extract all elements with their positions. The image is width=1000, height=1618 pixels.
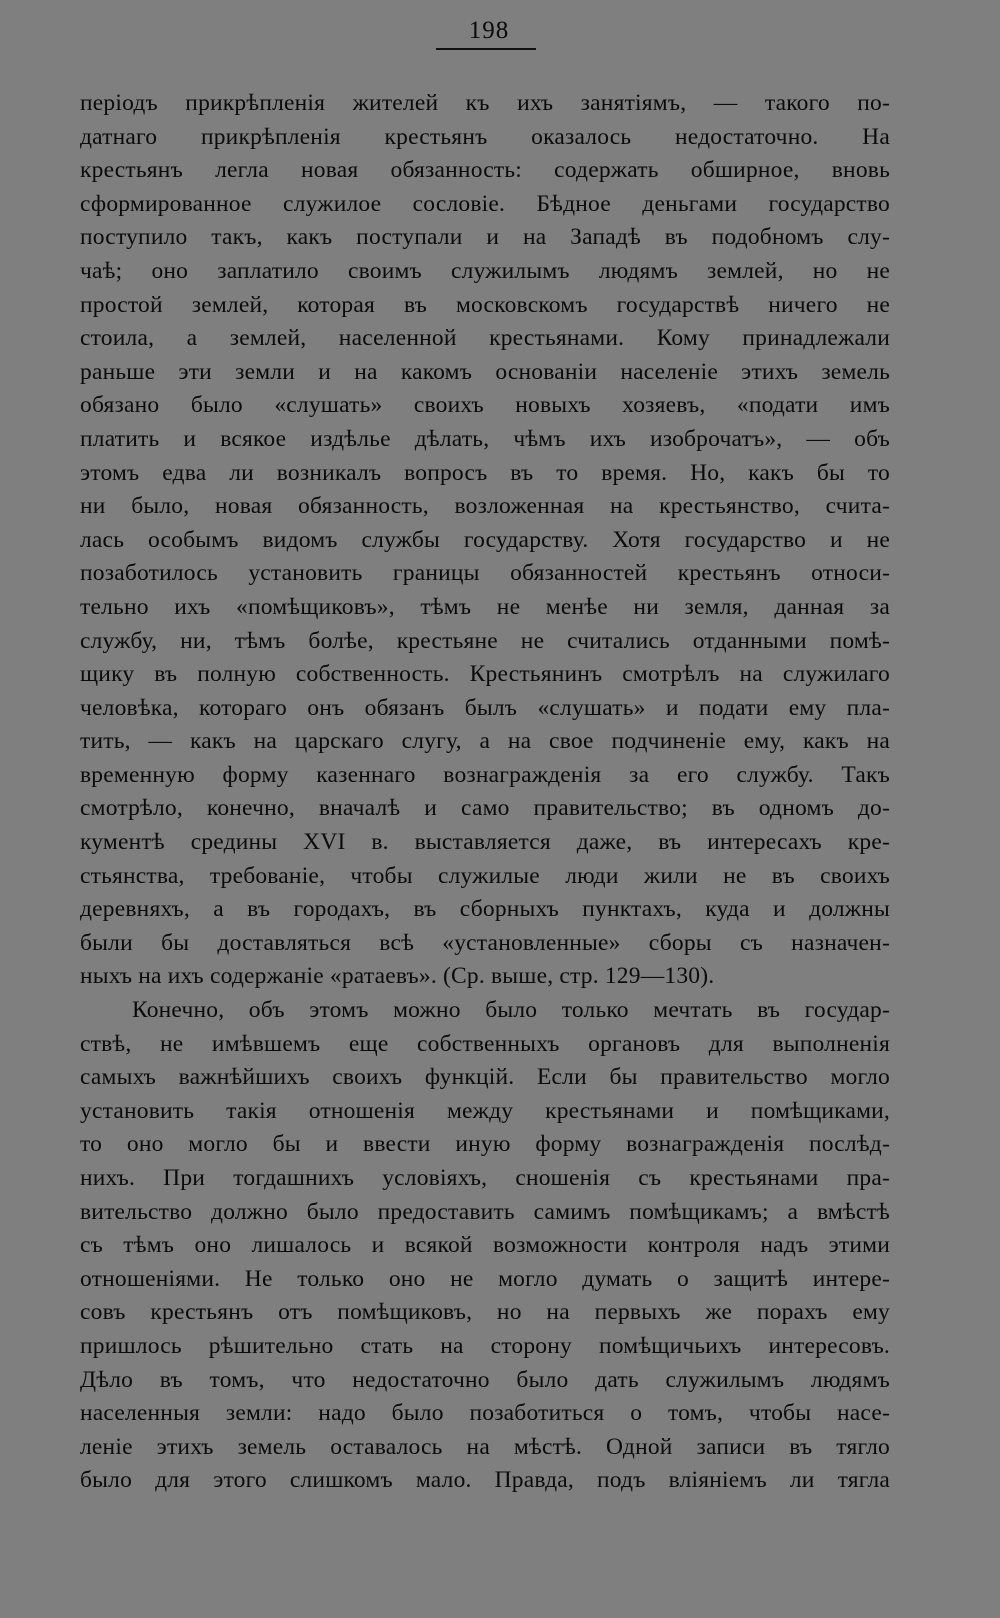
text-line: отношеніями. Не только оно не могло думать о защитѣ интере-: [80, 1265, 890, 1292]
text-line: тельно ихъ «помѣщиковъ», тѣмъ не менѣе ни земля, данная за: [80, 593, 890, 620]
text-line: съ тѣмъ оно лишалось и всякой возможности контроля надъ этими: [80, 1232, 890, 1259]
text-line: стьянства, требованіе, чтобы служилые люди жили не въ своихъ: [80, 862, 890, 889]
text-line: щику въ полную собственность. Крестьянинъ смотрѣлъ на служилаго: [80, 661, 890, 688]
text-line: ни было, новая обязанность, возложенная на крестьянство, счита-: [80, 493, 890, 520]
text-line: этомъ едва ли возникалъ вопросъ въ то время. Но, какъ бы то: [80, 459, 890, 486]
text-line: установить такія отношенія между крестьянами и помѣщиками,: [80, 1097, 890, 1124]
text-line: кументѣ средины XVI в. выставляется даже, въ интересахъ кре-: [80, 829, 890, 856]
text-line: смотрѣло, конечно, вначалѣ и само правительство; въ одномъ до-: [80, 795, 890, 822]
text-line: періодъ прикрѣпленія жителей къ ихъ занятіямъ, — такого по-: [80, 90, 890, 116]
text-line: временную форму казеннаго вознагражденія за его службу. Такъ: [80, 761, 890, 788]
text-line: поступило такъ, какъ поступали и на Западѣ въ подобномъ слу-: [80, 224, 890, 251]
text-line: было для этого слишкомъ мало. Правда, подъ вліяніемъ ли тягла: [80, 1467, 890, 1494]
text-line: простой землей, которая въ московскомъ государствѣ ничего не: [80, 291, 890, 318]
text-line: были бы доставляться всѣ «установленные» сборы съ назначен-: [80, 929, 890, 956]
text-line: тить, — какъ на царскаго слугу, а на свое подчиненіе ему, какъ на: [80, 728, 890, 755]
page-number-rule: [436, 48, 536, 50]
body-text: [80, 87, 890, 1498]
text-line: сформированное служилое сословіе. Бѣдное деньгами государство: [80, 190, 890, 217]
text-line: населенныя земли: надо было позаботиться о томъ, чтобы насе-: [80, 1400, 890, 1427]
text-line: стоила, а землей, населенной крестьянами. Кому принадлежали: [80, 325, 890, 352]
text-line: Дѣло въ томъ, что недостаточно было дать служилымъ людямъ: [80, 1366, 890, 1393]
text-line: службу, ни, тѣмъ болѣе, крестьяне не считались отданными помѣ-: [80, 627, 890, 654]
text-line: лась особымъ видомъ службы государству. Хотя государство и не: [80, 526, 890, 553]
paragraph-1: [80, 87, 890, 994]
text-line: обязано было «слушать» своихъ новыхъ хозяевъ, «подати имъ: [80, 392, 890, 419]
text-line: датнаго прикрѣпленія крестьянъ оказалось недостаточно. На: [80, 123, 890, 150]
text-line: крестьянъ легла новая обязанность: содержать обширное, вновь: [80, 157, 890, 184]
text-line: человѣка, котораго онъ обязанъ былъ «слушать» и подати ему пла-: [80, 694, 890, 721]
text-line: совъ крестьянъ отъ помѣщиковъ, но на первыхъ же порахъ ему: [80, 1299, 890, 1326]
text-line: то оно могло бы и ввести иную форму вознагражденія послѣд-: [80, 1131, 890, 1158]
text-line: чаѣ; оно заплатило своимъ служилымъ людямъ землей, но не: [80, 257, 890, 284]
text-line: пришлось рѣшительно стать на сторону помѣщичьихъ интересовъ.: [80, 1332, 890, 1359]
text-line: деревняхъ, а въ городахъ, въ сборныхъ пунктахъ, куда и должны: [80, 896, 890, 923]
text-line: ствѣ, не имѣвшемъ еще собственныхъ органовъ для выполненія: [80, 1030, 890, 1057]
text-line: вительство должно было предоставить самимъ помѣщикамъ; а вмѣстѣ: [80, 1198, 890, 1225]
paragraph-2: [80, 994, 890, 1498]
text-line: самыхъ важнѣйшихъ своихъ функцій. Если бы правительство могло: [80, 1064, 890, 1091]
text-line: нихъ. При тогдашнихъ условіяхъ, сношенія съ крестьянами пра-: [80, 1165, 890, 1191]
text-line: позаботилось установить границы обязанностей крестьянъ относи-: [80, 560, 890, 587]
text-line: ныхъ на ихъ содержаніе «ратаевъ». (Ср. выше, стр. 129—130).: [80, 963, 715, 990]
text-line: Конечно, объ этомъ можно было только мечтать въ государ-: [132, 997, 890, 1024]
text-line: леніе этихъ земель оставалось на мѣстѣ. Одной записи въ тягло: [80, 1433, 890, 1460]
text-line: раньше эти земли и на какомъ основаніи населеніе этихъ земель: [80, 358, 890, 385]
page-number: 198: [468, 17, 510, 44]
text-line: платить и всякое издѣлье дѣлать, чѣмъ ихъ изоброчатъ», — объ: [80, 425, 890, 452]
